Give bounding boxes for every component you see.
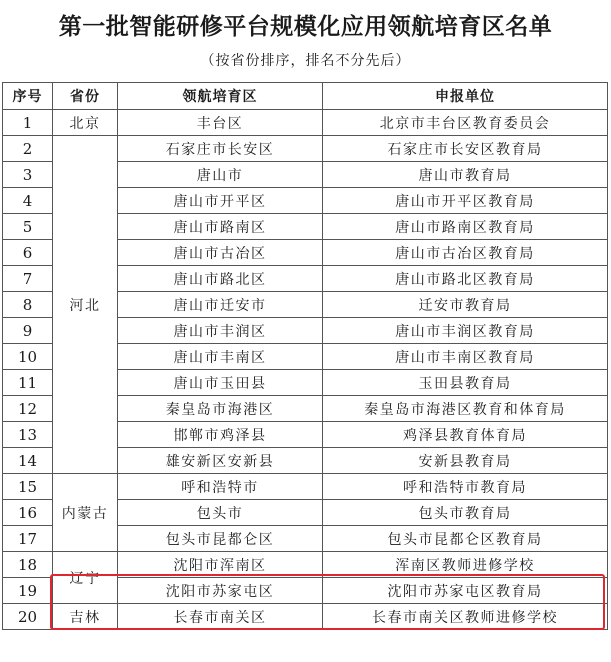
row-index: 13 — [3, 422, 53, 448]
district-cell: 唐山市丰润区 — [118, 318, 323, 344]
unit-cell: 唐山市路南区教育局 — [323, 214, 608, 240]
province-cell: 吉林 — [53, 604, 118, 630]
district-cell: 雄安新区安新县 — [118, 448, 323, 474]
unit-cell: 秦皇岛市海港区教育和体育局 — [323, 396, 608, 422]
row-index: 12 — [3, 396, 53, 422]
district-list-table — [2, 82, 608, 630]
district-cell: 包头市昆都仑区 — [118, 526, 323, 552]
table-row — [3, 136, 608, 162]
unit-cell: 唐山市教育局 — [323, 162, 608, 188]
row-index: 17 — [3, 526, 53, 552]
page-title: 第一批智能研修平台规模化应用领航培育区名单 — [58, 14, 553, 40]
table-row — [3, 604, 608, 630]
row-index: 6 — [3, 240, 53, 266]
unit-cell: 唐山市丰润区教育局 — [323, 318, 608, 344]
table-row — [3, 110, 608, 136]
province-cell: 内蒙古 — [53, 474, 118, 552]
unit-cell: 唐山市路北区教育局 — [323, 266, 608, 292]
header-district: 领航培育区 — [118, 83, 323, 110]
district-cell: 秦皇岛市海港区 — [118, 396, 323, 422]
row-index: 15 — [3, 474, 53, 500]
row-index: 10 — [3, 344, 53, 370]
row-index: 2 — [3, 136, 53, 162]
district-cell: 沈阳市浑南区 — [118, 552, 323, 578]
unit-cell: 北京市丰台区教育委员会 — [323, 110, 608, 136]
unit-cell: 鸡泽县教育体育局 — [323, 422, 608, 448]
unit-cell: 长春市南关区教师进修学校 — [323, 604, 608, 630]
district-cell: 唐山市迁安市 — [118, 292, 323, 318]
page-subtitle: （按省份排序，排名不分先后） — [200, 53, 411, 69]
row-index: 20 — [3, 604, 53, 630]
row-index: 18 — [3, 552, 53, 578]
district-cell: 唐山市古冶区 — [118, 240, 323, 266]
district-cell: 唐山市 — [118, 162, 323, 188]
table-row — [3, 552, 608, 578]
province-cell: 辽宁 — [53, 552, 118, 604]
row-index: 8 — [3, 292, 53, 318]
unit-cell: 呼和浩特市教育局 — [323, 474, 608, 500]
district-cell: 唐山市路北区 — [118, 266, 323, 292]
unit-cell: 玉田县教育局 — [323, 370, 608, 396]
unit-cell: 包头市教育局 — [323, 500, 608, 526]
row-index: 7 — [3, 266, 53, 292]
row-index: 19 — [3, 578, 53, 604]
table-header-row — [3, 83, 608, 110]
province-cell: 河北 — [53, 136, 118, 474]
district-cell: 长春市南关区 — [118, 604, 323, 630]
district-cell: 呼和浩特市 — [118, 474, 323, 500]
district-cell: 包头市 — [118, 500, 323, 526]
district-cell: 唐山市玉田县 — [118, 370, 323, 396]
row-index: 14 — [3, 448, 53, 474]
district-cell: 唐山市丰南区 — [118, 344, 323, 370]
district-cell: 丰台区 — [118, 110, 323, 136]
row-index: 1 — [3, 110, 53, 136]
unit-cell: 安新县教育局 — [323, 448, 608, 474]
district-cell: 沈阳市苏家屯区 — [118, 578, 323, 604]
header-index: 序号 — [3, 83, 53, 110]
unit-cell: 包头市昆都仑区教育局 — [323, 526, 608, 552]
row-index: 9 — [3, 318, 53, 344]
row-index: 5 — [3, 214, 53, 240]
row-index: 3 — [3, 162, 53, 188]
unit-cell: 迁安市教育局 — [323, 292, 608, 318]
district-cell: 石家庄市长安区 — [118, 136, 323, 162]
header-province: 省份 — [53, 83, 118, 110]
row-index: 4 — [3, 188, 53, 214]
unit-cell: 石家庄市长安区教育局 — [323, 136, 608, 162]
header-unit: 申报单位 — [323, 83, 608, 110]
unit-cell: 唐山市古冶区教育局 — [323, 240, 608, 266]
district-cell: 邯郸市鸡泽县 — [118, 422, 323, 448]
table-body — [3, 110, 608, 630]
district-cell: 唐山市路南区 — [118, 214, 323, 240]
unit-cell: 浑南区教师进修学校 — [323, 552, 608, 578]
unit-cell: 唐山市丰南区教育局 — [323, 344, 608, 370]
row-index: 11 — [3, 370, 53, 396]
table-row — [3, 474, 608, 500]
province-cell: 北京 — [53, 110, 118, 136]
unit-cell: 沈阳市苏家屯区教育局 — [323, 578, 608, 604]
row-index: 16 — [3, 500, 53, 526]
unit-cell: 唐山市开平区教育局 — [323, 188, 608, 214]
district-cell: 唐山市开平区 — [118, 188, 323, 214]
